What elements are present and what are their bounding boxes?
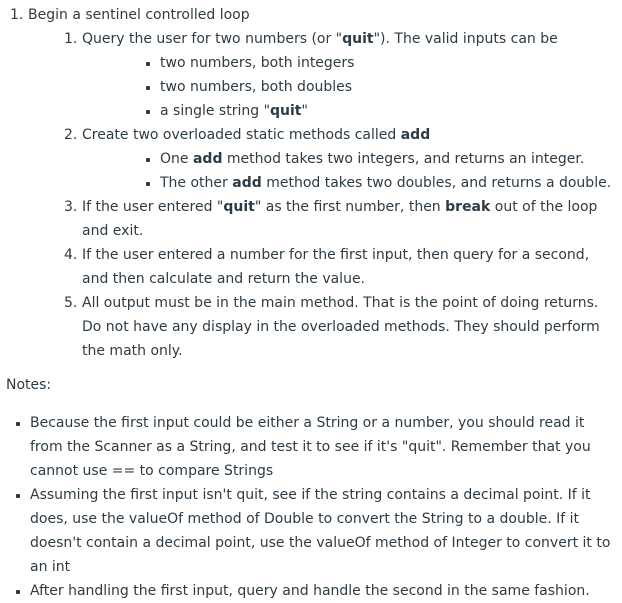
keyword-quit: quit xyxy=(270,103,302,119)
substeps-list xyxy=(28,27,622,363)
notes-heading: Notes: xyxy=(6,377,52,393)
keyword-break: break xyxy=(445,199,491,215)
substep-number: 5. xyxy=(64,295,78,311)
keyword-quit: quit xyxy=(223,199,255,215)
steps-list xyxy=(0,3,622,363)
bullet-icon xyxy=(146,86,150,90)
bullet-text: method takes two integers, and returns an integer. xyxy=(222,151,585,167)
bullet-item xyxy=(82,147,616,171)
substep-item xyxy=(28,243,622,291)
substep-number: 4. xyxy=(64,247,78,263)
substep-text-part: If the user entered a number for the first input, then query for a second, and then calculate and return the value. xyxy=(82,247,590,287)
notes-list xyxy=(0,411,622,603)
substep-number: 2. xyxy=(64,127,78,143)
bullet-text: two numbers, both doubles xyxy=(160,79,353,95)
keyword-add: add xyxy=(232,175,262,191)
substep-text-part: Create two overloaded static methods called xyxy=(82,127,401,143)
note-item xyxy=(0,411,622,483)
substep-text-part: Query the user for two numbers (or " xyxy=(82,31,343,47)
substep-text-part: All output must be in the main method. That is the point of doing returns. Do not have any display in the overloaded methods. They should perform the math only. xyxy=(82,295,600,359)
bullet-icon xyxy=(16,590,20,594)
bullet-item xyxy=(82,171,616,195)
substep-bullets xyxy=(82,147,616,195)
substep-number: 1. xyxy=(64,31,78,47)
note-text: Assuming the first input isn't quit, see if the string contains a decimal point. If it does, use the valueOf method of Double to convert the String to a double. If it doesn't contain a decimal point, use the valueOf method of Integer to convert it to an int xyxy=(30,487,611,575)
keyword-add: add xyxy=(400,127,431,143)
substep-item xyxy=(28,123,622,195)
substep-text-part: If the user entered " xyxy=(82,199,224,215)
keyword-quit: quit xyxy=(342,31,374,47)
bullet-icon xyxy=(146,182,150,186)
step-text: Begin a sentinel controlled loop xyxy=(28,7,250,23)
bullet-text: The other xyxy=(160,175,233,191)
substep-item xyxy=(28,27,622,123)
bullet-icon xyxy=(146,62,150,66)
bullet-text: a single string " xyxy=(160,103,271,119)
bullet-item xyxy=(82,75,616,99)
note-text: Because the first input could be either a String or a number, you should read it from the Scanner as a String, and test it to see if it's "quit". Remember that you cannot use == to compare Strings xyxy=(30,415,591,479)
bullet-text: " xyxy=(301,103,308,119)
bullet-icon xyxy=(16,422,20,426)
bullet-icon xyxy=(146,110,150,114)
substep-number: 3. xyxy=(64,199,78,215)
bullet-item xyxy=(82,51,616,75)
substep-text-part: out of the loop and exit. xyxy=(82,199,598,239)
bullet-text: method takes two doubles, and returns a double. xyxy=(261,175,612,191)
bullet-text: One xyxy=(160,151,193,167)
substep-text-part: " as the first number, then xyxy=(254,199,446,215)
substep-bullets xyxy=(82,51,616,123)
bullet-icon xyxy=(16,494,20,498)
step-item xyxy=(0,3,622,363)
note-text: After handling the first input, query and handle the second in the same fashion. xyxy=(30,583,590,599)
keyword-add: add xyxy=(192,151,223,167)
substep-item xyxy=(28,291,622,363)
bullet-item xyxy=(82,99,616,123)
bullet-icon xyxy=(146,158,150,162)
step-number: 1. xyxy=(10,7,24,23)
substep-item xyxy=(28,195,622,243)
note-item xyxy=(0,483,622,579)
bullet-text: two numbers, both integers xyxy=(160,55,355,71)
substep-text-part: "). The valid inputs can be xyxy=(373,31,558,47)
